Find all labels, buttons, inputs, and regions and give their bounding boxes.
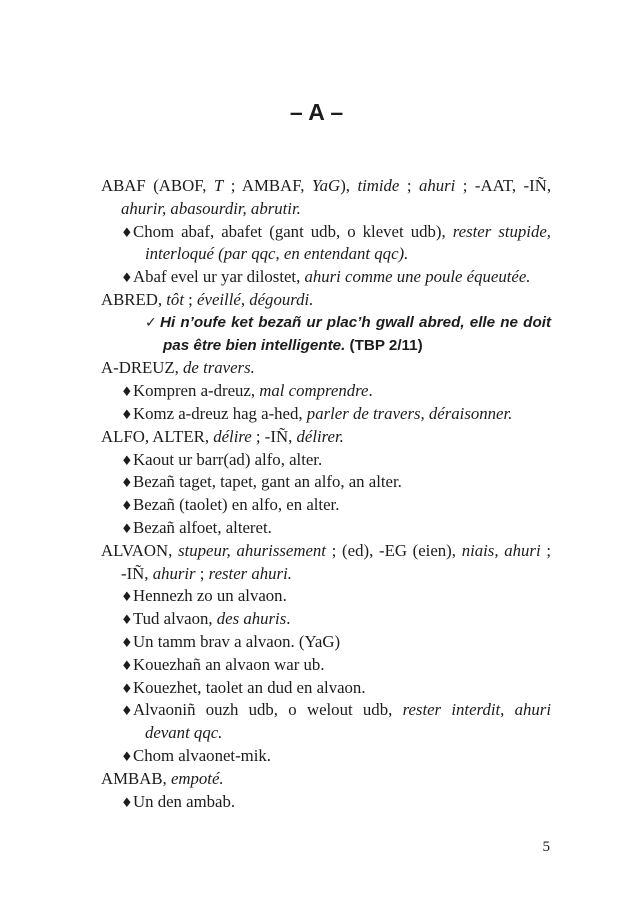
grammar-note: ,	[174, 358, 184, 378]
example-line	[101, 517, 551, 540]
example-line	[101, 677, 551, 700]
grammar-note: ; AMBAF,	[223, 176, 312, 195]
entry-abred	[101, 289, 551, 357]
breton-example: Tud alvaon,	[133, 609, 217, 629]
source-abbr: T	[213, 176, 224, 195]
example-line	[101, 585, 551, 608]
breton-example: Un den ambab.	[133, 791, 236, 811]
citation-source: (TBP 2/11)	[345, 336, 423, 354]
example-continuation	[101, 243, 551, 266]
breton-example: Bezañ taget, tapet, gant an alfo, an alter.	[133, 472, 402, 492]
checkmark-icon: ✓	[145, 314, 157, 331]
breton-example: Kaout ur barr(ad) alfo, alter.	[133, 449, 323, 469]
diamond-bullet-icon: ♦	[121, 749, 133, 765]
grammar-note: ),	[340, 176, 358, 195]
french-translation: rester stupide,	[452, 221, 551, 241]
french-translation: tôt	[166, 289, 184, 309]
breton-example: Kompren a-dreuz,	[133, 381, 260, 401]
diamond-bullet-icon: ♦	[121, 453, 133, 469]
example-line	[101, 699, 551, 722]
punctuation: .	[368, 381, 373, 401]
example-line	[101, 471, 551, 494]
grammar-note: ; (ed), -EG (eien),	[325, 540, 462, 560]
citation-line	[101, 312, 551, 335]
definition-line	[101, 426, 551, 449]
breton-example: Kouezhet, taolet an dud en alvaon.	[133, 677, 366, 697]
french-translation: des ahuris	[216, 609, 287, 629]
definition-line	[101, 540, 551, 563]
french-translation: niais, ahuri	[461, 540, 541, 560]
grammar-note: ; -IÑ,	[251, 426, 297, 446]
diamond-bullet-icon: ♦	[121, 385, 133, 401]
french-translation: devant qqc.	[145, 723, 223, 743]
entry-alfo-alter	[101, 426, 551, 540]
breton-example: Alvaoniñ ouzh udb, o welout udb,	[133, 700, 403, 720]
example-line	[101, 380, 551, 403]
example-continuation	[101, 722, 551, 745]
diamond-bullet-icon: ♦	[121, 681, 133, 697]
definition-continuation	[101, 563, 551, 586]
grammar-note: ;	[195, 563, 209, 583]
headword: AMBAB	[101, 768, 163, 788]
citation-translation: pas être bien intelligente.	[163, 336, 346, 354]
example-line	[101, 791, 551, 814]
example-line	[101, 266, 551, 289]
diamond-bullet-icon: ♦	[121, 658, 133, 674]
breton-example: Bezañ alfoet, alteret.	[133, 517, 272, 537]
french-translation: mal comprendre	[259, 381, 369, 401]
french-translation: ahuri comme une poule équeutée.	[304, 267, 531, 287]
grammar-note: ;	[540, 540, 551, 560]
breton-example: Un tamm brav a alvaon. (YaG)	[133, 631, 341, 651]
french-translation: stupeur, ahurissement	[178, 540, 326, 560]
definition-continuation	[101, 198, 551, 221]
breton-example: Kouezhañ an alvaon war ub.	[133, 654, 325, 674]
entry-abaf	[101, 175, 551, 289]
french-translation: éveillé, dégourdi.	[197, 289, 314, 309]
grammar-note: -IÑ,	[121, 563, 153, 583]
grammar-note: ,	[162, 768, 171, 788]
french-translation: rester ahuri.	[208, 563, 292, 583]
french-translation: délire	[213, 426, 252, 446]
breton-example: Abaf evel ur yar dilostet,	[133, 267, 305, 287]
definition-line	[101, 357, 551, 380]
grammar-note: (ABOF,	[145, 176, 214, 195]
grammar-note: ,	[168, 540, 179, 560]
diamond-bullet-icon: ♦	[121, 407, 133, 423]
definition-line	[101, 768, 551, 791]
diamond-bullet-icon: ♦	[121, 704, 133, 720]
example-line	[101, 608, 551, 631]
french-translation: timide	[357, 176, 400, 195]
diamond-bullet-icon: ♦	[121, 271, 133, 287]
breton-example: Chom abaf, abafet (gant udb, o klevet udb),	[133, 221, 453, 241]
grammar-note: ;	[399, 176, 419, 195]
grammar-note: ;	[183, 289, 198, 309]
diamond-bullet-icon: ♦	[121, 590, 133, 606]
french-translation: ahuri	[418, 176, 456, 195]
diamond-bullet-icon: ♦	[121, 613, 133, 629]
french-translation: parler de travers, déraisonner.	[306, 403, 513, 423]
punctuation: .	[286, 609, 291, 629]
grammar-note: ,	[204, 426, 214, 446]
breton-example: Bezañ (taolet) en alfo, en alter.	[133, 495, 340, 515]
diamond-bullet-icon: ♦	[121, 521, 133, 537]
citation-translation: elle ne doit	[469, 313, 552, 331]
headword: ABAF	[101, 176, 146, 195]
example-line	[101, 654, 551, 677]
diamond-bullet-icon: ♦	[121, 795, 133, 811]
example-line	[101, 631, 551, 654]
breton-example: Komz a-dreuz hag a-hed,	[133, 403, 307, 423]
french-translation: délirer.	[296, 426, 344, 446]
page-number: 5	[542, 839, 550, 855]
citation-continuation	[101, 335, 551, 358]
french-translation: interloqué (par qqc, en entendant qqc).	[145, 244, 409, 264]
entry-alvaon	[101, 540, 551, 768]
french-translation: de travers.	[183, 358, 255, 378]
source-abbr: YaG	[311, 176, 341, 195]
headword: ALVAON	[101, 540, 169, 560]
headword: ABRED	[101, 289, 158, 309]
diamond-bullet-icon: ♦	[121, 225, 133, 241]
french-translation: empoté.	[170, 768, 224, 788]
grammar-note: ; -AAT, -IÑ,	[455, 176, 552, 195]
headword: ALFO, ALTER	[101, 426, 205, 446]
definition-line	[101, 289, 551, 312]
example-line	[101, 403, 551, 426]
example-line	[101, 745, 551, 768]
entry-a-dreuz	[101, 357, 551, 425]
french-translation: ahurir	[152, 563, 196, 583]
diamond-bullet-icon: ♦	[121, 476, 133, 492]
breton-example: Chom alvaonet-mik.	[133, 745, 271, 765]
diamond-bullet-icon: ♦	[121, 499, 133, 515]
breton-example: Hennezh zo un alvaon.	[133, 586, 287, 606]
grammar-note: ,	[157, 289, 167, 309]
dictionary-page	[101, 175, 551, 813]
headword: A-DREUZ	[101, 358, 175, 378]
diamond-bullet-icon: ♦	[121, 635, 133, 651]
example-line	[101, 449, 551, 472]
french-translation: rester interdit, ahuri	[402, 700, 551, 720]
definition-line	[101, 175, 551, 198]
citation-breton: Hi n’oufe ket bezañ ur plac’h gwall abred,	[160, 313, 470, 331]
entry-ambab	[101, 768, 551, 814]
letter-heading: – A –	[289, 99, 344, 125]
example-line	[101, 494, 551, 517]
example-line	[101, 221, 551, 244]
french-translation: ahurir, abasourdir, abrutir.	[121, 198, 301, 218]
